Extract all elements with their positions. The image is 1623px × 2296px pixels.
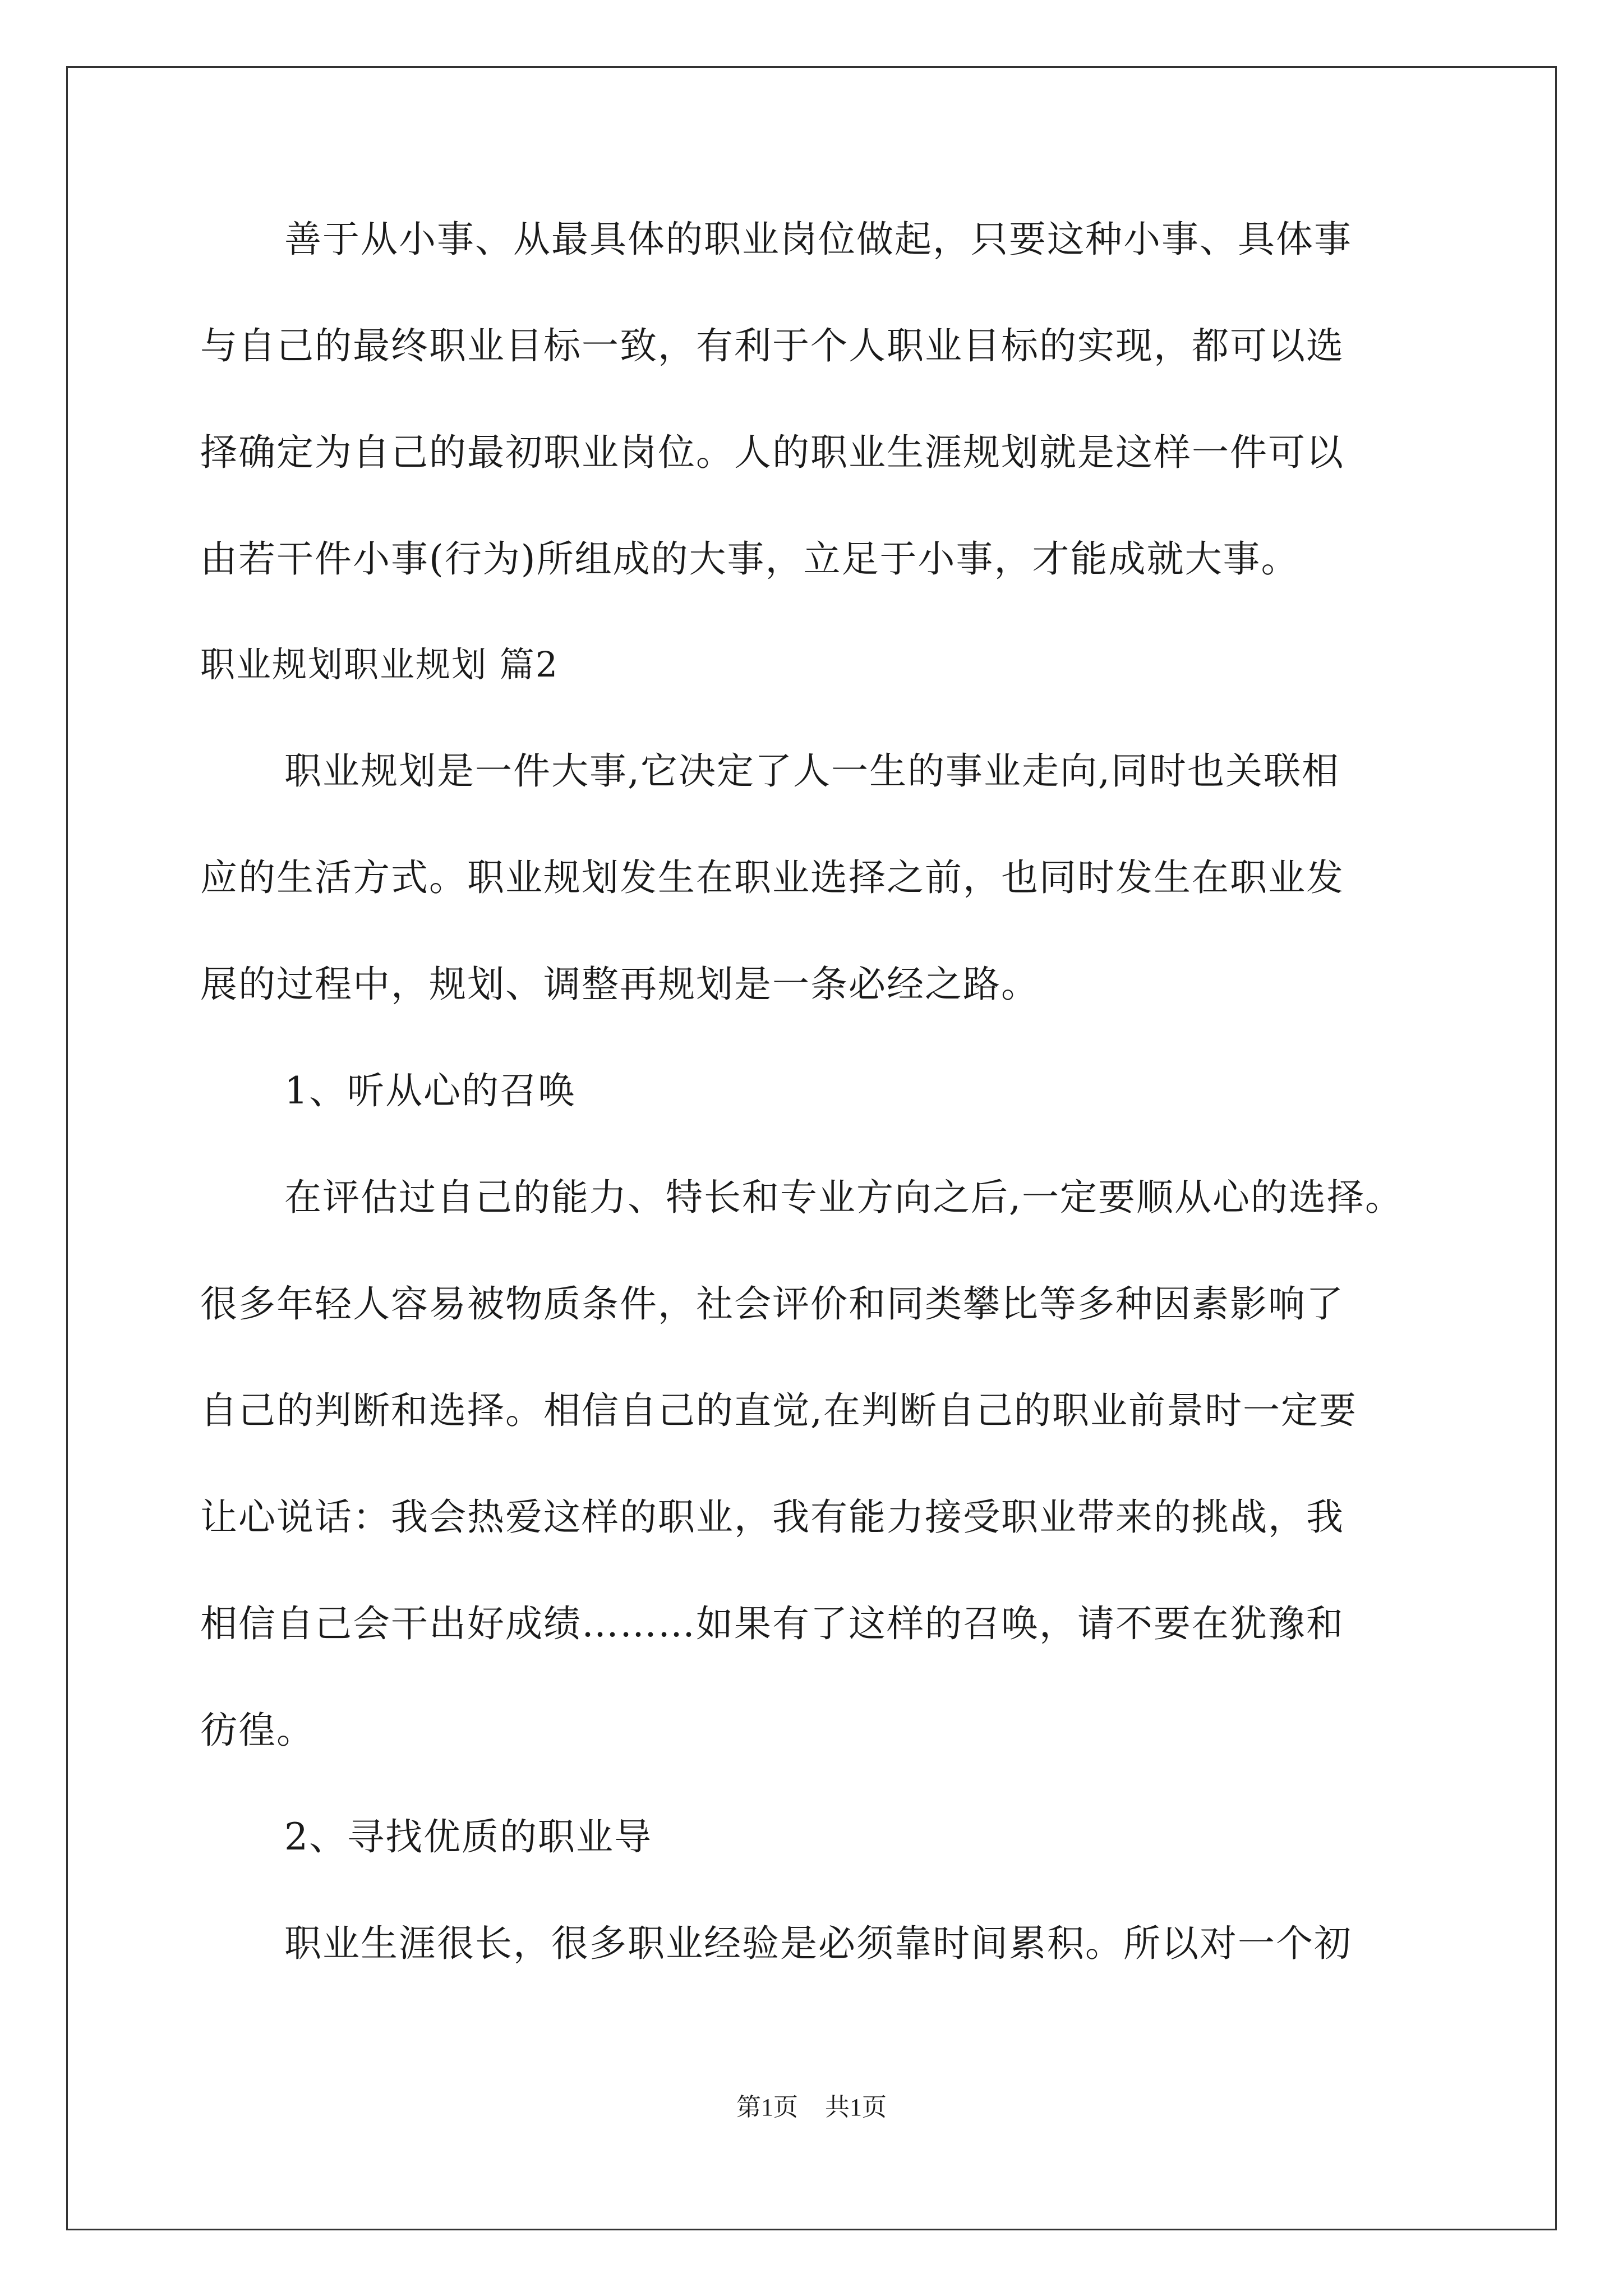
paragraph-line: 职业规划是一件大事,它决定了人一生的事业走向,同时也关联相 — [284, 749, 1340, 793]
paragraph-line: 应的生活方式。职业规划发生在职业选择之前，也同时发生在职业发 — [200, 856, 1344, 899]
subheading: 1、听从心的召唤 — [284, 1069, 576, 1112]
paragraph-line: 相信自己会干出好成绩………如果有了这样的召唤，请不要在犹豫和 — [200, 1602, 1344, 1645]
paragraph-line: 与自己的最终职业目标一致，有利于个人职业目标的实现，都可以选 — [200, 324, 1344, 367]
paragraph-line: 彷徨。 — [200, 1709, 315, 1752]
page-footer — [0, 2087, 1623, 2123]
paragraph-line: 自己的判断和选择。相信自己的直觉,在判断自己的职业前景时一定要 — [200, 1389, 1357, 1432]
paragraph-line: 由若干件小事(行为)所组成的大事，立足于小事，才能成就大事。 — [200, 537, 1299, 581]
subheading: 2、寻找优质的职业导 — [284, 1815, 652, 1858]
page-number: 第1页 — [736, 2093, 798, 2121]
page-border — [66, 66, 1557, 2230]
paragraph-line: 让心说话：我会热爱这样的职业，我有能力接受职业带来的挑战，我 — [200, 1496, 1344, 1539]
paragraph-line: 很多年轻人容易被物质条件，社会评价和同类攀比等多种因素影响了 — [200, 1282, 1344, 1326]
section-heading: 职业规划职业规划 篇2 — [200, 644, 559, 685]
page-total: 共1页 — [825, 2093, 887, 2121]
paragraph-line: 善于从小事、从最具体的职业岗位做起，只要这种小事、具体事 — [284, 218, 1352, 261]
paragraph-line: 在评估过自己的能力、特长和专业方向之后,一定要顺从心的选择。 — [284, 1176, 1403, 1219]
paragraph-line: 展的过程中，规划、调整再规划是一条必经之路。 — [200, 963, 1039, 1006]
paragraph-line: 职业生涯很长，很多职业经验是必须靠时间累积。所以对一个初 — [284, 1922, 1352, 1965]
paragraph-line: 择确定为自己的最初职业岗位。人的职业生涯规划就是这样一件可以 — [200, 431, 1344, 474]
